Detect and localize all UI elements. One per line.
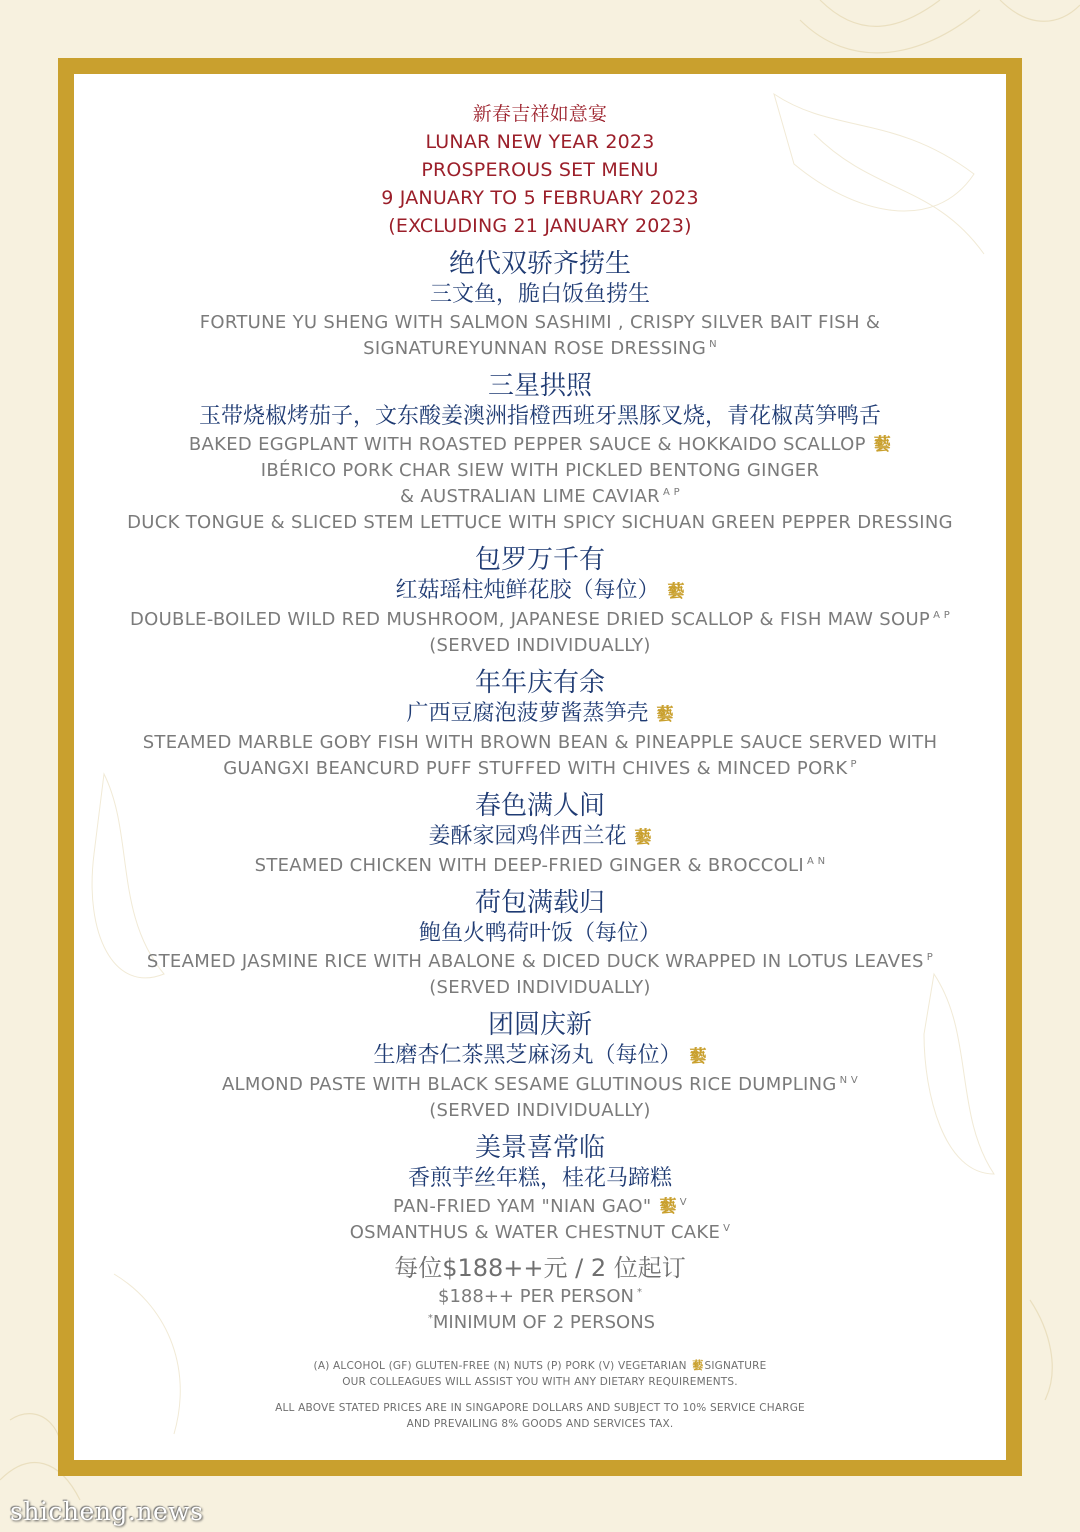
course-english-line: & AUSTRALIAN LIME CAVIAR $^{A P}$	[400, 486, 680, 507]
menu-frame	[58, 58, 1022, 1476]
menu-course	[74, 370, 1006, 536]
course-title: 三星拱照	[487, 371, 592, 401]
dietary-mark: V	[723, 1223, 731, 1234]
course-english-line: DOUBLE-BOILED WILD RED MUSHROOM, JAPANESE DRIED SCALLOP & FISH MAW SOUP $^{A P}$	[129, 609, 951, 630]
header-line: 新春吉祥如意宴	[472, 103, 608, 125]
course-title: 绝代双骄齐捞生	[448, 249, 631, 279]
course-english-line: STEAMED MARBLE GOBY FISH WITH BROWN BEAN & PINEAPPLE SAUCE SERVED WITH	[142, 732, 938, 753]
course-english-line: ALMOND PASTE WITH BLACK SESAME GLUTINOUS RICE DUMPLING $^{N V}$	[221, 1074, 859, 1095]
menu-course	[74, 790, 1006, 879]
course-english-line: PAN-FRIED YAM "NIAN GAO" 藝 $^V$	[74, 1194, 1006, 1220]
price-note: ALL ABOVE STATED PRICES ARE IN SINGAPORE DOLLARS AND SUBJECT TO 10% SERVICE CHARGE	[275, 1402, 805, 1414]
header-line: (EXCLUDING 21 JANUARY 2023)	[388, 215, 692, 237]
course-chinese-name: 红菇瑶柱炖鲜花胶（每位） 藝	[74, 576, 1006, 607]
dietary-mark: A N	[806, 856, 826, 867]
menu-course	[74, 544, 1006, 659]
signature-icon: 藝	[873, 435, 892, 455]
menu-header	[74, 100, 1006, 240]
dietary-legend: (A) ALCOHOL (GF) GLUTEN-FREE (N) NUTS (P) PORK (V) VEGETARIAN 藝SIGNATURE	[313, 1359, 767, 1372]
asterisk-mark: *	[427, 1313, 433, 1324]
price-block	[74, 1252, 1006, 1336]
course-chinese-name: 香煎芋丝年糕，桂花马蹄糕	[407, 1166, 672, 1191]
course-title: 团圆庆新	[487, 1010, 592, 1040]
dietary-mark: A P	[933, 610, 951, 621]
course-chinese-name: 鲍鱼火鸭荷叶饭（每位）	[418, 921, 661, 946]
menu-course	[74, 887, 1006, 1001]
dietary-mark: P	[926, 952, 934, 963]
course-title: 荷包满载归	[474, 888, 605, 918]
dietary-mark: A P	[662, 487, 680, 498]
signature-icon: 藝	[692, 1359, 704, 1372]
course-title: 美景喜常临	[474, 1133, 605, 1163]
header-line: PROSPEROUS SET MENU	[421, 159, 659, 181]
course-english-line: STEAMED JASMINE RICE WITH ABALONE & DICED DUCK WRAPPED IN LOTUS LEAVES $^P$	[146, 951, 934, 972]
price-english: $188++ PER PERSON *	[438, 1286, 642, 1307]
course-english-line: (SERVED INDIVIDUALLY)	[429, 977, 651, 998]
watermark-text: shicheng.news	[10, 1497, 204, 1526]
course-english-line: OSMANTHUS & WATER CHESTNUT CAKE $^V$	[349, 1222, 731, 1243]
menu-course	[74, 667, 1006, 782]
dietary-mark: V	[679, 1197, 687, 1208]
menu-course	[74, 1009, 1006, 1124]
dietary-mark: N	[709, 339, 717, 350]
course-english-line: (SERVED INDIVIDUALLY)	[429, 635, 651, 656]
course-english-line: DUCK TONGUE & SLICED STEM LETTUCE WITH SPICY SICHUAN GREEN PEPPER DRESSING	[127, 512, 953, 533]
header-line: LUNAR NEW YEAR 2023	[425, 131, 655, 153]
menu-content	[74, 100, 1006, 1432]
course-english-line: BAKED EGGPLANT WITH ROASTED PEPPER SAUCE & HOKKAIDO SCALLOP 藝	[74, 432, 1006, 458]
dietary-mark: P	[850, 759, 857, 770]
course-chinese-name: 三文鱼，脆白饭鱼捞生	[429, 282, 650, 307]
signature-icon: 藝	[656, 705, 674, 725]
course-chinese-name: 玉带烧椒烤茄子，文东酸姜澳洲指橙西班牙黑豚叉烧，青花椒莴笋鸭舌	[198, 404, 881, 429]
course-chinese-name: 姜酥家园鸡伴西兰花 藝	[74, 822, 1006, 853]
price-chinese: 每位$188++元 / 2 位起订	[394, 1254, 686, 1282]
dietary-mark: N V	[839, 1075, 859, 1086]
course-english-line: SIGNATUREYUNNAN ROSE DRESSING $^N$	[363, 338, 717, 359]
signature-icon: 藝	[689, 1047, 707, 1067]
course-title: 春色满人间	[474, 791, 605, 821]
course-english-line: IBÉRICO PORK CHAR SIEW WITH PICKLED BENTONG GINGER	[260, 460, 820, 481]
legend-footnotes	[74, 1358, 1006, 1432]
header-line: 9 JANUARY TO 5 FEBRUARY 2023	[381, 187, 699, 209]
asterisk-mark: *	[636, 1287, 642, 1298]
menu-course	[74, 1132, 1006, 1246]
course-english-line: (SERVED INDIVIDUALLY)	[429, 1100, 651, 1121]
signature-icon: 藝	[659, 1197, 677, 1217]
signature-icon: 藝	[667, 582, 685, 602]
course-title: 年年庆有余	[474, 668, 605, 698]
course-english-line: FORTUNE YU SHENG WITH SALMON SASHIMI , CRISPY SILVER BAIT FISH &	[199, 312, 881, 333]
course-title: 包罗万千有	[474, 545, 605, 575]
signature-icon: 藝	[634, 828, 652, 848]
menu-course	[74, 248, 1006, 362]
assist-note: OUR COLLEAGUES WILL ASSIST YOU WITH ANY DIETARY REQUIREMENTS.	[342, 1376, 738, 1388]
course-english-line: STEAMED CHICKEN WITH DEEP-FRIED GINGER & BROCCOLI $^{A N}$	[254, 855, 826, 876]
minimum-persons: *MINIMUM OF 2 PERSONS	[427, 1312, 656, 1333]
course-chinese-name: 广西豆腐泡菠萝酱蒸笋壳 藝	[74, 699, 1006, 730]
course-english-line: GUANGXI BEANCURD PUFF STUFFED WITH CHIVES & MINCED PORK $^P$	[223, 758, 857, 779]
price-note: AND PREVAILING 8% GOODS AND SERVICES TAX.	[406, 1418, 674, 1430]
course-chinese-name: 生磨杏仁茶黑芝麻汤丸（每位） 藝	[74, 1041, 1006, 1072]
